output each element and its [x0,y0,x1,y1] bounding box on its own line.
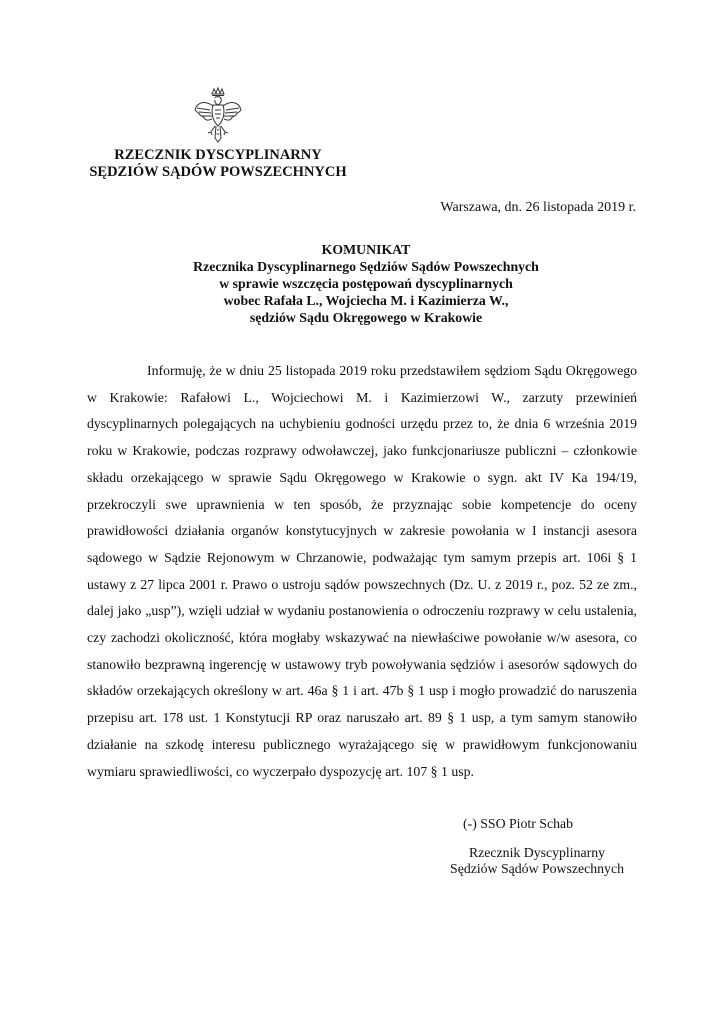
signature-title-line-1: Rzecznik Dyscyplinarny [468,845,605,860]
heading-line-1: Rzecznika Dyscyplinarnego Sędziów Sądów Powszechnych [193,259,539,274]
body-text [87,358,637,785]
polish-eagle-emblem-icon [193,86,243,146]
institution-name [80,147,356,181]
heading-line-4: sędziów Sądu Okręgowego w Krakowie [249,310,483,325]
heading-line-3: wobec Rafała L., Wojciecha M. i Kazimierza W., [223,293,509,308]
institution-line-1: RZECZNIK DYSCYPLINARNY [114,147,322,163]
signature-title [437,845,637,877]
place-and-date: Warszawa, dn. 26 listopada 2019 r. [440,200,636,215]
body-paragraph: Informuję, że w dniu 25 listopada 2019 roku przedstawiłem sędziom Sądu Okręgowego w Krakowie: Rafałowi L., Wojciechowi M. i Kazimierzowi W., zarzuty przewinień dyscyplinarnych polegających na uchybieniu godności urzędu przez to, że dnia 6 września 2019 roku w Krakowie, podczas rozprawy odwoławczej, jako funkcjonariusze publiczni – członkowie składu orzekającego w sprawie Sądu Okręgowego w Krakowie o sygn. akt IV Ka 194/19, przekroczyli swe uprawnienia w ten sposób, że przyznając sobie kompetencje do oceny prawidłowości działania organów konstytucyjnych w zakresie powołania w I instancji asesora sądowego w Sądzie Rejonowym w Chrzanowie, podważając tym samym przepis art. 106i § 1 ustawy z 27 lipca 2001 r. Prawo o ustroju sądów powszechnych (Dz. U. z 2019 r., poz. 52 ze zm., dalej jako „usp”), wzięli udział w wydaniu postanowienia o odroczeniu rozprawy w celu ustalenia, czy zachodzi okoliczność, która mogłaby wskazywać na niewłaściwe powołanie w/w asesora, co stanowiło bezprawną ingerencję w ustawowy tryb powoływania sędziów i asesorów sądowych do składów orzekających określony w art. 46a § 1 i art. 47b § 1 usp i mogło prowadzić do naruszenia przepisu art. 178 ust. 1 Konstytucji RP oraz naruszało art. 89 § 1 usp, a tym samym stanowiło działanie na szkodę interesu publicznego wyrażającego się w prawidłowym funkcjonowaniu wymiaru sprawiedliwości, co wyczerpało dyspozycję art. 107 § 1 usp. [87,363,637,779]
signature-name: (-) SSO Piotr Schab [463,816,573,831]
document-heading [120,241,612,326]
heading-title: KOMUNIKAT [321,242,411,257]
heading-line-2: w sprawie wszczęcia postępowań dyscyplinarnych [219,276,513,291]
institution-line-2: SĘDZIÓW SĄDÓW POWSZECHNYCH [89,164,347,180]
signature-title-line-2: Sędziów Sądów Powszechnych [450,861,624,876]
